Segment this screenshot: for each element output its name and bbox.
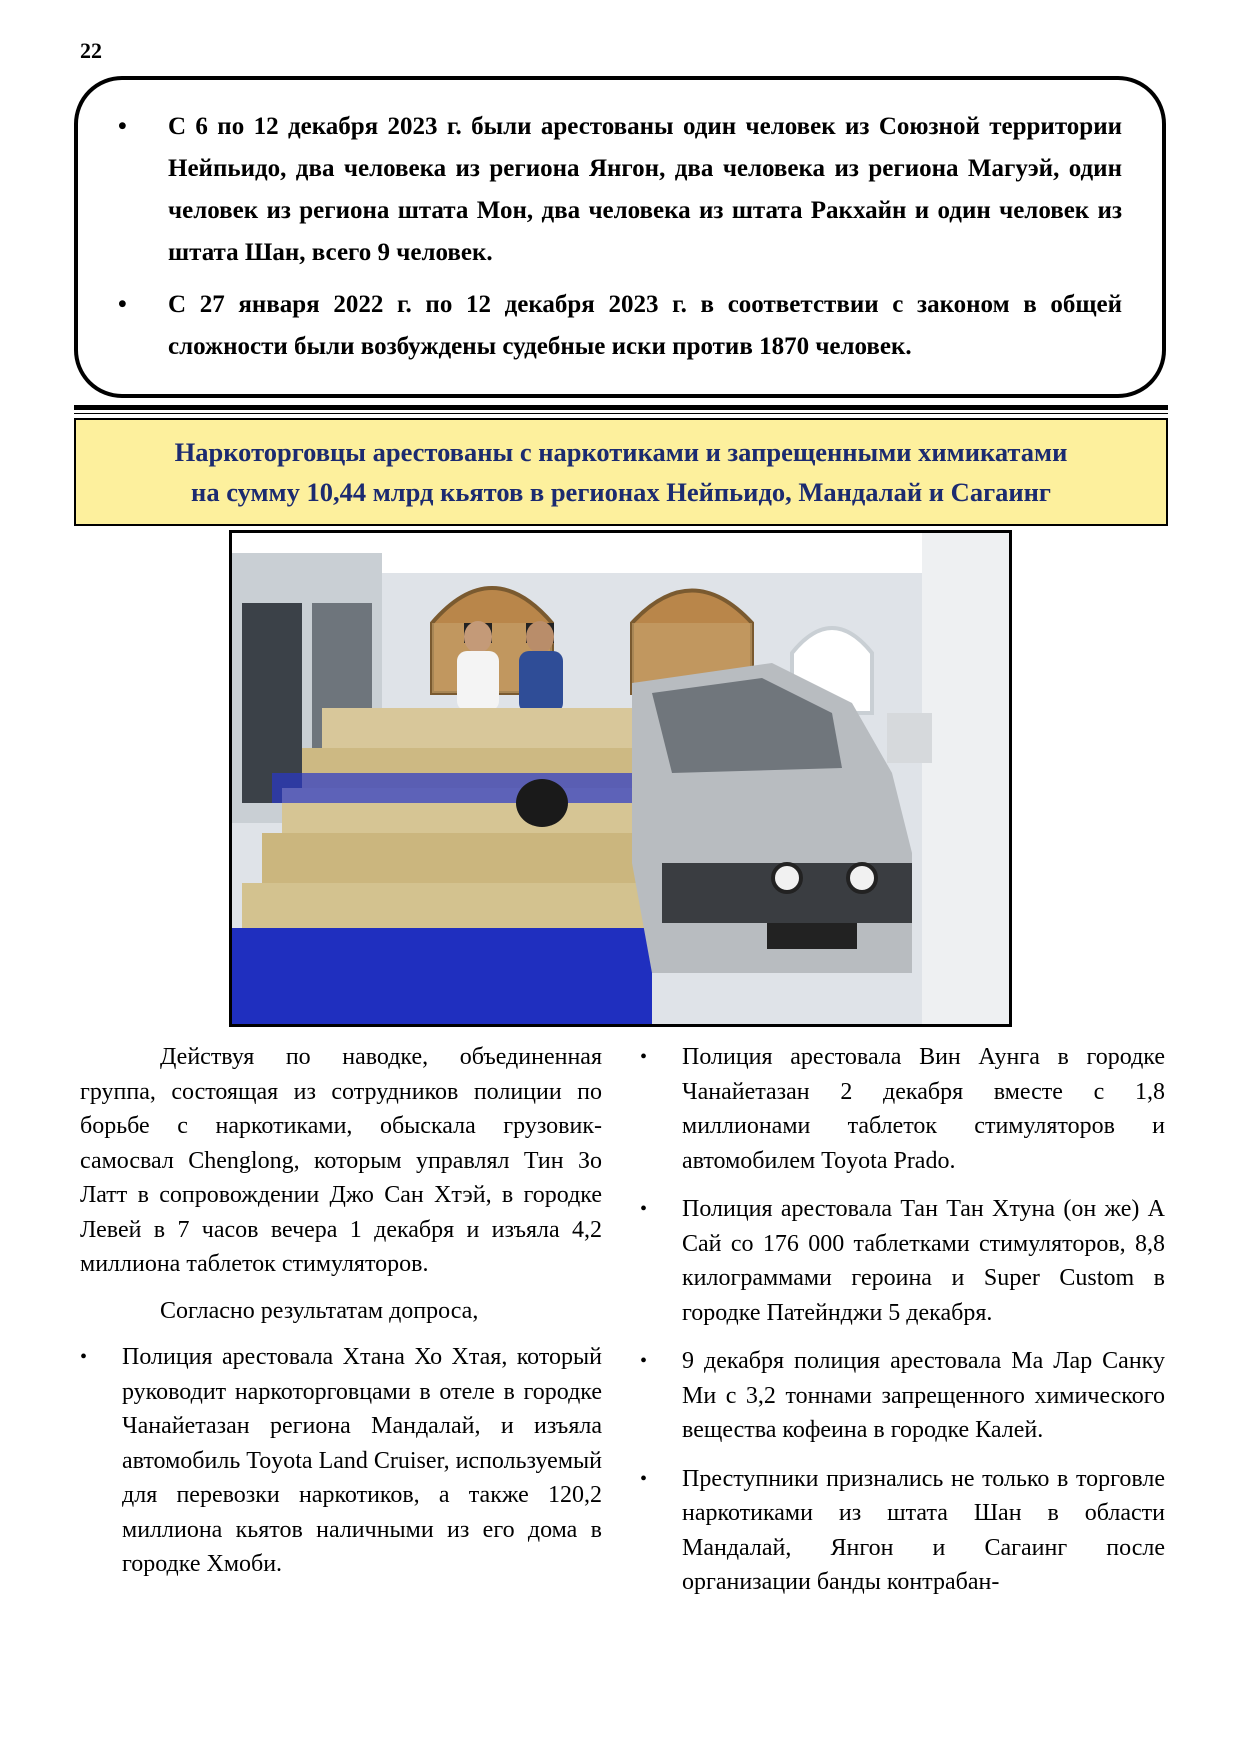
bullet-icon: • — [640, 1198, 648, 1220]
intro-paragraph: Действуя по наводке, объединенная группа, состоящая из сотрудников полиции по борьбе с наркотиками, обыскала грузовик-самосвал Chenglong, которым управлял Тин Зо Латт в сопровождении Джо Сан Хтэй, в городке Левей в 7 часов вечера 1 декабря и изъяла 4,2 миллиона таблеток стимуляторов. — [80, 1044, 602, 1277]
arrest-summary-box — [74, 76, 1166, 398]
list-item-text: С 6 по 12 декабря 2023 г. были арестованы один человек из Союзной территории Нейпьидо, два человека из региона Янгон, два человека из региона Магуэй, один человек из региона штата Мон, два человека из штата Ракхайн и один человек из штата Шан, всего 9 человек. — [168, 113, 1122, 266]
photo-icon — [232, 533, 1009, 1024]
bullet-icon: • — [118, 113, 127, 140]
divider — [74, 405, 1168, 410]
list-item-text: Преступники признались не только в торговле наркотиками из штата Шан в области Мандалай, Янгон и Сагаинг после организации банды контрабан- — [682, 1465, 1165, 1595]
list-item — [118, 284, 1122, 368]
list-item — [640, 1462, 1165, 1600]
list-item-text: Полиция арестовала Хтана Хо Хтая, который руководит наркоторговцами в отеле в городке Чанайетазан региона Мандалай, и изъяла автомобиль Toyota Land Cruiser, используемый для перевозки наркотиков, а также 120,2 миллиона кьятов наличными из его дома в городке Хмоби. — [122, 1344, 602, 1577]
list-item-text: 9 декабря полиция арестовала Ма Лар Санку Ми с 3,2 тоннами запрещенного химического вещества кофеина в городке Калей. — [682, 1348, 1165, 1443]
list-item — [640, 1344, 1165, 1448]
right-bullet-list — [640, 1040, 1165, 1600]
headline-line-1: Наркоторговцы арестованы с наркотиками и запрещенными химикатами — [174, 437, 1068, 467]
list-item-text: С 27 января 2022 г. по 12 декабря 2023 г. в соответствии с законом в общей сложности были возбуждены судебные иски против 1870 человек. — [168, 291, 1122, 360]
bullet-icon: • — [640, 1046, 648, 1068]
list-item — [118, 106, 1122, 274]
interrogation-lead: Согласно результатам допроса, — [160, 1297, 479, 1324]
article-headline — [163, 432, 1080, 512]
left-column — [80, 1040, 602, 1596]
list-item — [640, 1192, 1165, 1330]
bullet-icon: • — [118, 291, 127, 318]
left-bullet-list — [80, 1340, 602, 1582]
arrest-summary-list — [118, 106, 1122, 368]
list-item-text: Полиция арестовала Тан Тан Хтуна (он же) А Сай со 176 000 таблетками стимуляторов, 8,8 килограммами героина и Super Custom в городке Патейнджи 5 декабря. — [682, 1196, 1165, 1326]
headline-line-2: на сумму 10,44 млрд кьятов в регионах Нейпьидо, Мандалай и Сагаинг — [191, 477, 1051, 507]
bullet-icon: • — [640, 1350, 648, 1372]
divider — [74, 413, 1168, 414]
bullet-icon: • — [80, 1346, 88, 1368]
list-item — [640, 1040, 1165, 1178]
list-item-text: Полиция арестовала Вин Аунга в городке Чанайетазан 2 декабря вместе с 1,8 миллионами таблеток стимуляторов и автомобилем Toyota Prado. — [682, 1044, 1165, 1174]
article-photo — [229, 530, 1012, 1027]
right-column — [640, 1040, 1165, 1614]
list-item — [80, 1340, 602, 1582]
page-number: 22 — [80, 38, 102, 63]
bullet-icon: • — [640, 1467, 648, 1490]
article-headline-box — [74, 418, 1168, 526]
